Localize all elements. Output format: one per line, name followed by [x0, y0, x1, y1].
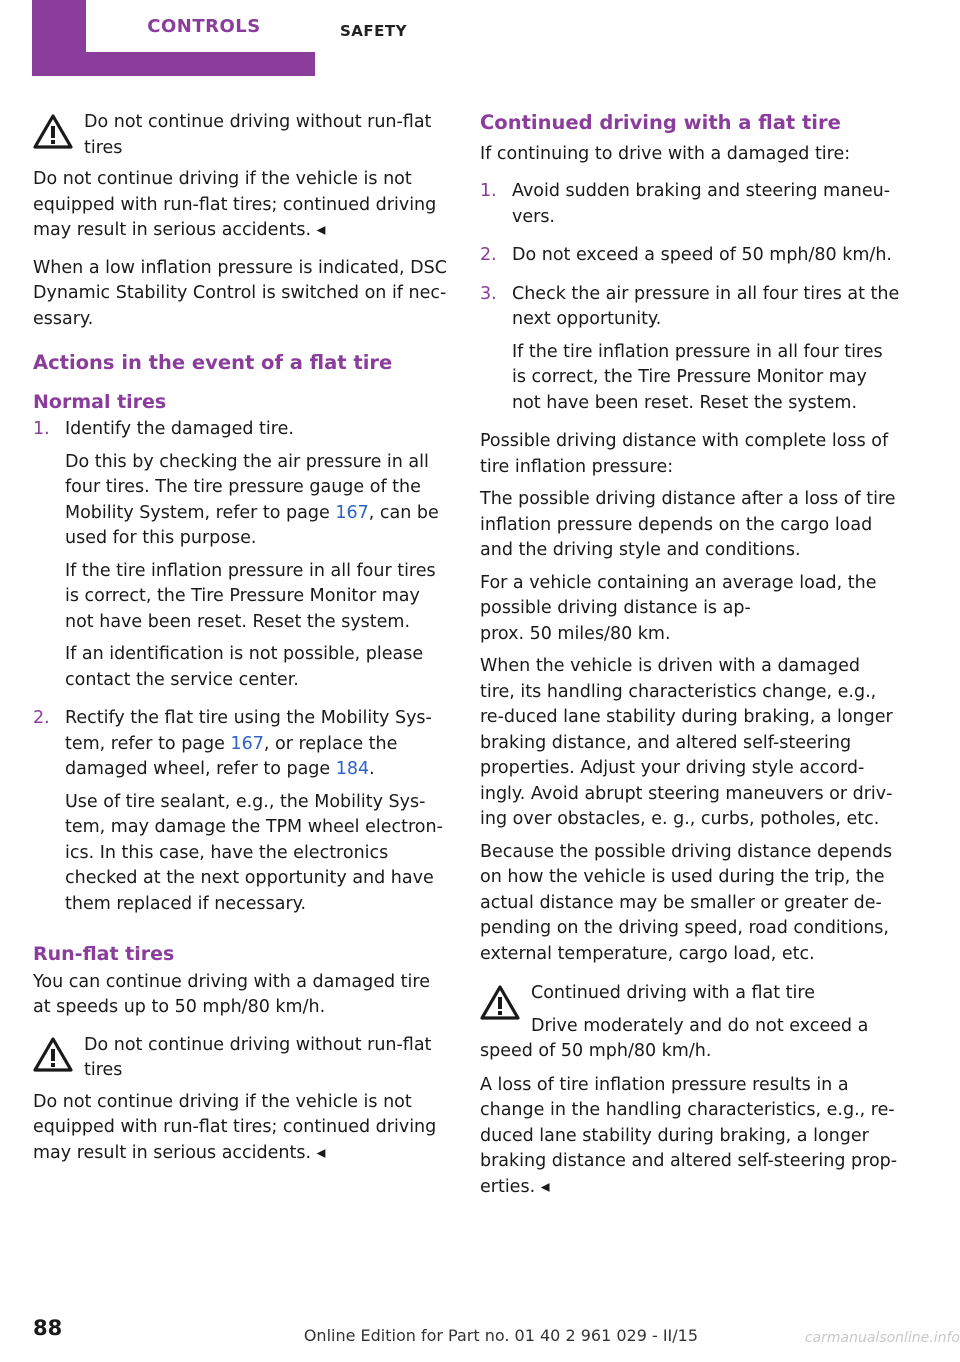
- list-number: 2.: [33, 708, 50, 728]
- list-text: Rectify the flat tire using the Mobility Sys‐tem, refer to page 167, or replace the damaged wheel, refer to page 184.: [65, 708, 432, 779]
- list-number: 2.: [480, 245, 497, 265]
- list-item: [33, 417, 451, 700]
- warning-run-flat-2: [33, 1033, 451, 1084]
- list-item: [33, 706, 451, 924]
- continued-driving-heading: Continued driving with a flat tire: [480, 111, 841, 134]
- list-text: If an identification is not possible, please contact the service center.: [65, 644, 424, 690]
- list-text: Check the air pressure in all four tires at the next opportunity.: [512, 283, 900, 329]
- warning-title: Do not continue driving without run-flat tires: [84, 112, 432, 158]
- right-column: [480, 110, 900, 1207]
- list-item: [480, 282, 900, 424]
- normal-tires-heading: Normal tires: [33, 390, 167, 413]
- warning-text: Do not continue driving if the vehicle is not equipped with run-flat tires; continued driving may result in serious accidents. ◂: [33, 1091, 437, 1163]
- tab-controls[interactable]: CONTROLS: [86, 0, 322, 52]
- warning-text: Do not continue driving if the vehicle is not equipped with run-flat tires; continued driving may result in serious accidents. ◂: [33, 169, 437, 240]
- warning-continued-driving: [480, 981, 900, 1039]
- warning-title: Do not continue driving without run-flat tires: [84, 1034, 432, 1080]
- because-text: Because the possible driving distance depends on how the vehicle is used during the trip, the actual distance may be smaller or greater de‐pending on the driving speed, road conditions, external temperature, cargo load, etc.: [480, 841, 893, 964]
- list-number: 1.: [33, 419, 50, 439]
- warning-triangle-icon: [480, 985, 520, 1021]
- warning-text: speed of 50 mph/80 km/h.: [480, 1041, 712, 1061]
- warning-title: Continued driving with a flat tire: [531, 983, 815, 1003]
- handling-text: When the vehicle is driven with a damaged tire, its handling characteristics change, e.g., re‐duced lane stability during braking, a longer braking distance, and altered self-steering properties. Adjust your driving style accord‐ingly. Avoid abrupt steering maneuvers or driv‐ing over obstacles, e. g., curbs, potholes, etc.: [480, 656, 893, 829]
- list-number: 3.: [480, 283, 497, 304]
- page-link[interactable]: 167: [335, 502, 369, 523]
- left-column: [33, 110, 451, 1173]
- edition-note: Online Edition for Part no. 01 40 2 961 029 - II/15: [303, 1326, 698, 1345]
- page-number: 88: [33, 1316, 63, 1340]
- warning-run-flat-1: [33, 110, 451, 161]
- list-text: Identify the damaged tire.: [65, 419, 294, 439]
- dsc-note: When a low inflation pressure is indicated, DSC Dynamic Stability Control is switched on if nec‐essary.: [33, 257, 447, 329]
- final-text: A loss of tire inflation pressure results in a change in the handling characteristics, e.g., re‐duced lane stability during braking, a longer braking distance and altered self-steering prop‐erties. ◂: [480, 1074, 898, 1197]
- continued-intro: If continuing to drive with a damaged tire:: [480, 143, 851, 164]
- list-item: [480, 243, 900, 276]
- list-text: If the tire inflation pressure in all four tires is correct, the Tire Pressure Monitor may not have been reset. Reset the system.: [65, 560, 436, 632]
- list-text: Avoid sudden braking and steering maneu‐vers.: [512, 181, 891, 227]
- list-text: Use of tire sealant, e.g., the Mobility Sys‐tem, may damage the TPM wheel electron‐ics. In this case, have the electronics checked at the next opportunity and have them replaced if necessary.: [65, 791, 443, 914]
- warning-text: Drive moderately and do not exceed a: [531, 1015, 869, 1036]
- list-number: 1.: [480, 181, 497, 201]
- run-flat-heading: Run-flat tires: [33, 943, 175, 965]
- watermark: carmanualsonline.info: [804, 1330, 960, 1346]
- list-text: Do not exceed a speed of 50 mph/80 km/h.: [512, 245, 892, 265]
- depends-text: The possible driving distance after a loss of tire inflation pressure depends on the cargo load and the driving style and conditions.: [480, 489, 896, 560]
- section-tab-bar: [32, 0, 315, 76]
- possible-distance-text: Possible driving distance with complete loss of tire inflation pressure:: [480, 431, 889, 477]
- warning-triangle-icon: [33, 1037, 73, 1073]
- tab-safety[interactable]: SAFETY: [340, 22, 407, 40]
- warning-triangle-icon: [33, 114, 73, 150]
- list-item: [480, 179, 900, 237]
- section-heading: Actions in the event of a flat tire: [33, 351, 393, 374]
- list-text: Do this by checking the air pressure in all four tires. The tire pressure gauge of the Mobility System, refer to page 167, can be used for this purpose.: [65, 451, 439, 548]
- run-flat-text: You can continue driving with a damaged tire at speeds up to 50 mph/80 km/h.: [33, 971, 430, 1017]
- average-load-text: For a vehicle containing an average load, the possible driving distance is ap‐ prox. 50 miles/80 km.: [480, 572, 877, 644]
- page-link[interactable]: 184: [335, 759, 370, 779]
- page-link[interactable]: 167: [230, 733, 264, 754]
- list-text: If the tire inflation pressure in all four tires is correct, the Tire Pressure Monitor may not have been reset. Reset the system.: [512, 341, 883, 413]
